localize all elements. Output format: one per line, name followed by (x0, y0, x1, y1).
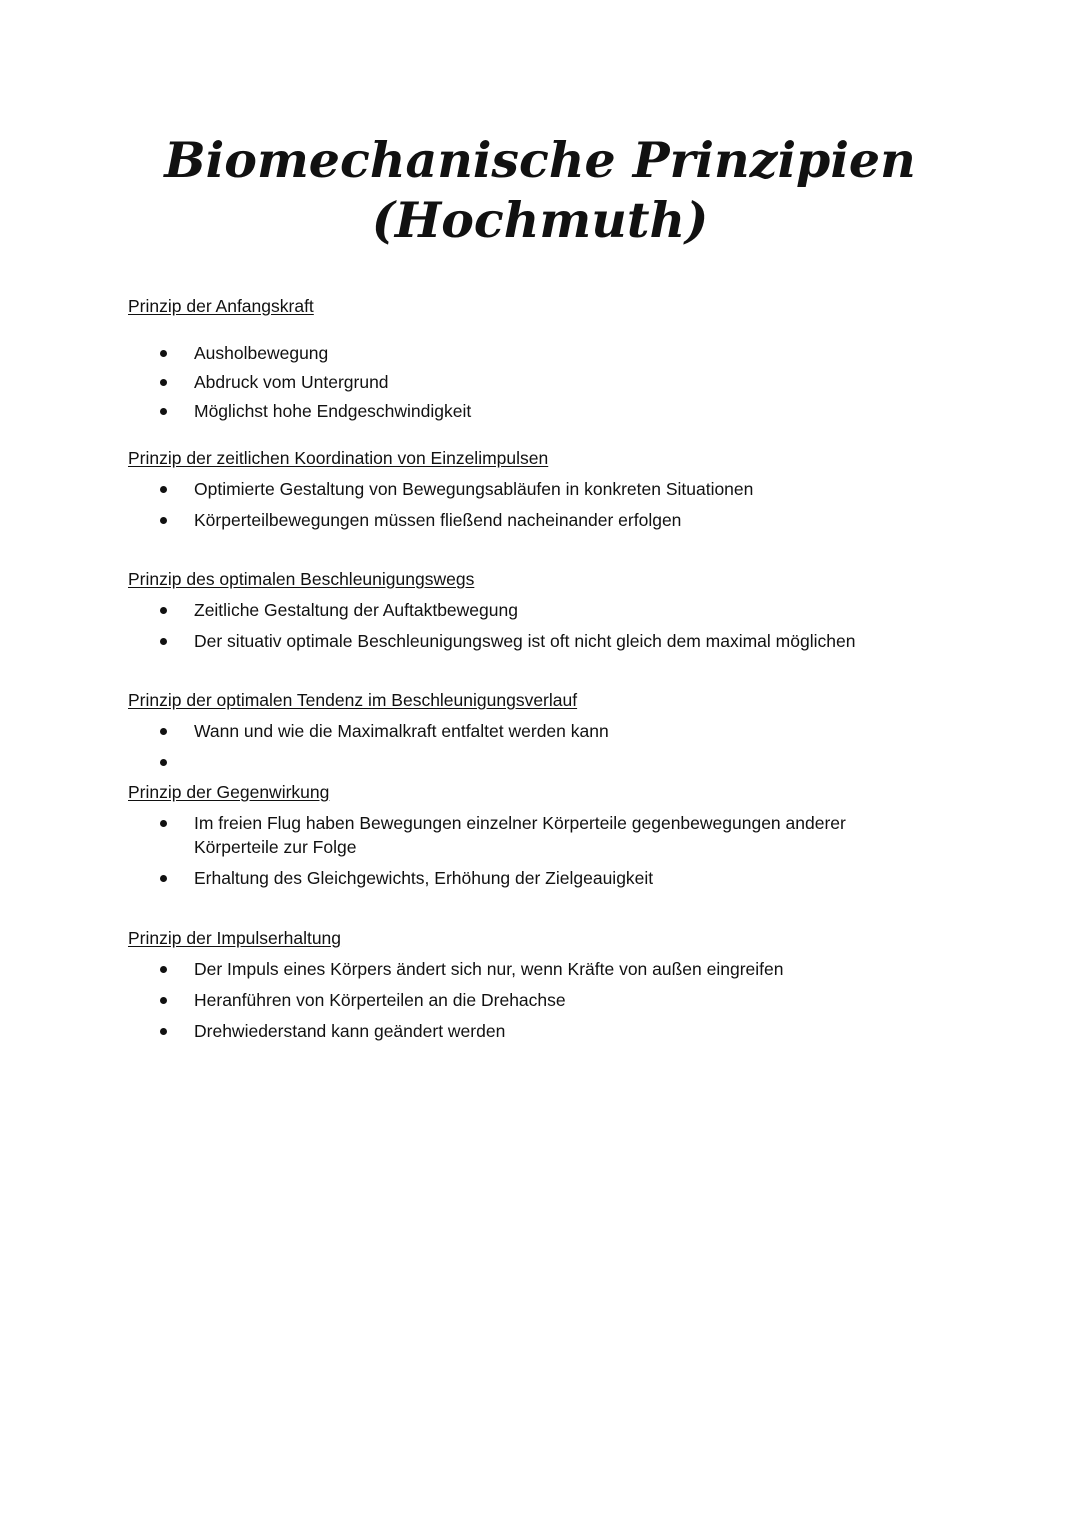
section-heading: Prinzip der Anfangskraft (128, 296, 314, 316)
list-item: Erhaltung des Gleichgewichts, Erhöhung der Zielgeauigkeit (128, 866, 928, 890)
bullet-icon (160, 408, 167, 415)
bullet-list (128, 957, 928, 1043)
bullet-icon (160, 820, 167, 827)
bullet-icon (160, 607, 167, 614)
list-item-empty (128, 750, 928, 774)
bullet-icon (160, 875, 167, 882)
list-item: Abdruck vom Untergrund (128, 370, 928, 394)
list-item: Heranführen von Körperteilen an die Drehachse (128, 988, 928, 1012)
bullet-icon (160, 517, 167, 524)
title-line-1: Biomechanische Prinzipien (164, 131, 916, 189)
bullet-icon (160, 486, 167, 493)
list-item: Körperteilbewegungen müssen fließend nacheinander erfolgen (128, 508, 928, 532)
bullet-icon (160, 379, 167, 386)
list-item: Möglichst hohe Endgeschwindigkeit (128, 399, 928, 423)
section-beschleunigungsweg (128, 567, 928, 653)
list-item: Wann und wie die Maximalkraft entfaltet werden kann (128, 719, 928, 743)
bullet-list (128, 811, 928, 890)
section-anfangskraft (128, 294, 928, 423)
section-tendenz (128, 688, 928, 774)
bullet-list (128, 598, 928, 653)
section-heading: Prinzip des optimalen Beschleunigungswegs (128, 569, 475, 589)
list-item: Optimierte Gestaltung von Bewegungsabläufen in konkreten Situationen (128, 477, 928, 501)
bullet-icon (160, 966, 167, 973)
section-heading: Prinzip der zeitlichen Koordination von Einzelimpulsen (128, 448, 549, 468)
bullet-icon (160, 350, 167, 357)
bullet-icon (160, 728, 167, 735)
section-heading: Prinzip der optimalen Tendenz im Beschleunigungsverlauf (128, 690, 578, 710)
list-item: Der Impuls eines Körpers ändert sich nur, wenn Kräfte von außen eingreifen (128, 957, 928, 981)
bullet-icon (160, 759, 167, 766)
bullet-list (128, 341, 928, 423)
bullet-list (128, 719, 928, 774)
section-koordination (128, 446, 928, 532)
section-gegenwirkung (128, 780, 928, 890)
list-item: Zeitliche Gestaltung der Auftaktbewegung (128, 598, 928, 622)
page-title (0, 130, 1080, 250)
bullet-icon (160, 638, 167, 645)
title-line-2: (Hochmuth) (371, 191, 709, 249)
list-item: Drehwiederstand kann geändert werden (128, 1019, 928, 1043)
list-item: Ausholbewegung (128, 341, 928, 365)
section-heading: Prinzip der Gegenwirkung (128, 782, 330, 802)
list-item: Im freien Flug haben Bewegungen einzelner Körperteile gegenbewegungen anderer Körperteile zur Folge (128, 811, 894, 859)
bullet-icon (160, 997, 167, 1004)
bullet-list (128, 477, 928, 532)
bullet-icon (160, 1028, 167, 1035)
section-heading: Prinzip der Impulserhaltung (128, 928, 342, 948)
section-impulserhaltung (128, 926, 928, 1043)
list-item: Der situativ optimale Beschleunigungsweg ist oft nicht gleich dem maximal möglichen (128, 629, 928, 653)
